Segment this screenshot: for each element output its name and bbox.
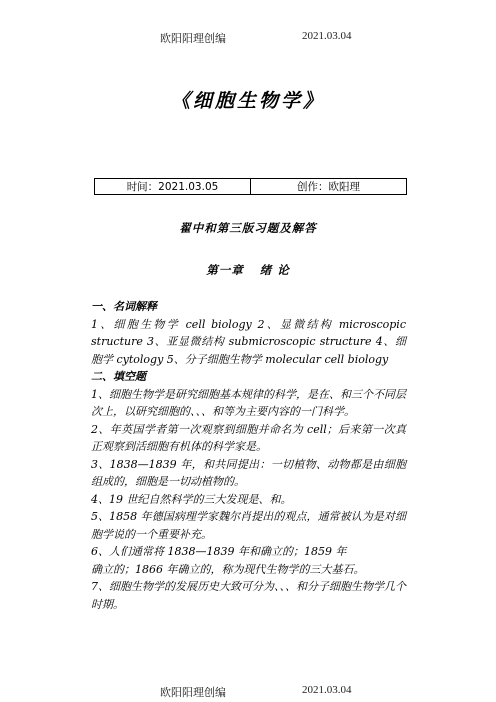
section-heading-terms: 一、名词解释 <box>91 300 157 313</box>
terms-list: 1、细胞生物学 cell biology 2、显微结构 microscopic structure 3、亚显微结构 submicroscopic structure 4、细胞学 cytology 5、分子细胞生物学 molecular cell biology <box>91 317 406 366</box>
question-4: 4、19 世纪自然科学的三大发现是、和。 <box>91 492 292 506</box>
question-7: 7、细胞生物学的发展历史大致可分为、、、和分子细胞生物学几个时期。 <box>91 580 406 611</box>
document-subtitle: 翟中和第三版习题及解答 <box>179 221 317 235</box>
header-author: 欧阳阳理创编 <box>160 33 226 45</box>
footer-date: 2021.03.04 <box>302 684 352 696</box>
question-3: 3、1838—1839 年，和共同提出：一切植物、动物都是由细胞组成的，细胞是一切动植物的。 <box>91 457 406 488</box>
meta-table <box>94 178 407 195</box>
question-1: 1、细胞生物学是研究细胞基本规律的科学，是在、和三个不同层次上，以研究细胞的、、、和等为主要内容的一门科学。 <box>91 387 406 418</box>
chapter-heading <box>0 262 496 278</box>
meta-time: 时间：2021.03.05 <box>126 181 219 193</box>
footer-author: 欧阳阳理创编 <box>160 687 226 699</box>
header-date: 2021.03.04 <box>302 30 352 42</box>
question-6-line2: 确立的；1866 年确立的，称为现代生物学的三大基石。 <box>91 562 365 576</box>
chapter-name: 绪 论 <box>259 263 290 277</box>
question-6-line1: 6、人们通常将 1838—1839 年和确立的；1859 年 <box>91 545 347 558</box>
section-heading-fill: 二、填空题 <box>91 370 146 383</box>
question-2: 2、年英国学者第一次观察到细胞并命名为 cell；后来第一次真正观察到活细胞有机体的科学家是。 <box>91 422 406 453</box>
chapter-number: 第一章 <box>206 263 244 277</box>
meta-author: 创作：欧阳理 <box>250 179 406 194</box>
question-5: 5、1858 年德国病理学家魏尔肖提出的观点，通常被认为是对细胞学说的一个重要补充。 <box>91 510 406 541</box>
document-title: 《细胞生物学》 <box>170 90 325 112</box>
document-body <box>91 298 406 613</box>
